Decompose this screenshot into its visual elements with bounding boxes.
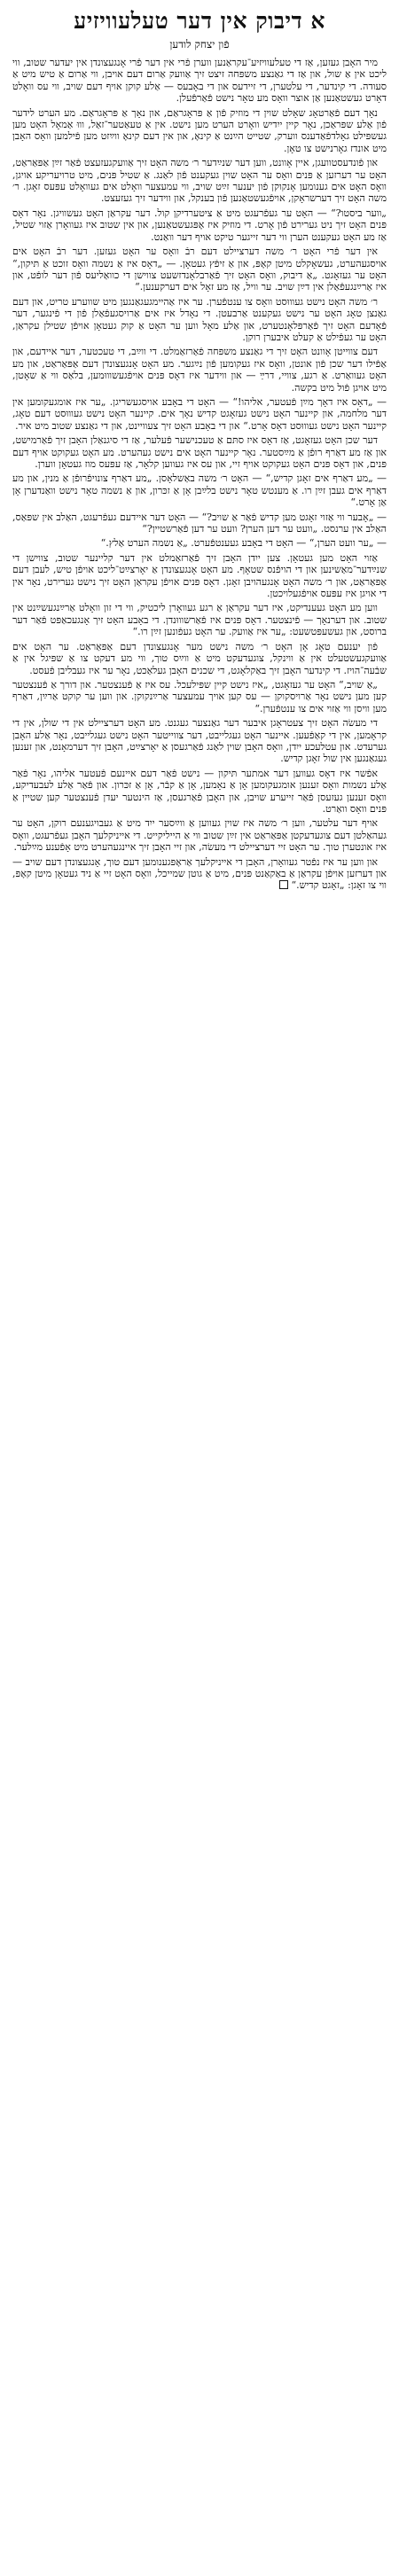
article-paragraph: — „אָבער ווי אַזוי זאָגט מען קדיש פֿאַר אַ שויב?“ — האָט דער איידעם געפֿרעגט, האַלב אין שפּאַס, האַלב אין ערנסט. „וועט ער דען הערן? וועט ער דען פֿאַרשטיין?“ bbox=[12, 511, 387, 535]
article-paragraph: ווען מע האָט געענדיקט, איז דער עקראַן אַ רגע געוואָרן ליכטיק, ווי די זון וואָלט אַרײַנגעשײַנט אין שטוב. און דערנאָך — פֿינצטער. דאָס פּנים איז פֿאַרשוווּנדן. די באָבע האָט זיך אָנגעכאַפּט פֿאַר דער ברוסט, און געשעפּטשעט: „ער איז אַוועק. ער האָט געפֿונען זײַן רו.“ bbox=[12, 602, 387, 638]
article-paragraph: דער שכן האָט געזאָגט, אַז דאָס איז סתּם אַ טעכנישער פֿעלער, אַז די סיגנאַלן האָבן זיך פֿאַרמישט, און אַז מע דאַרף רופֿן אַ מײַסטער. נאָר קיינער האָט אים נישט געהערט. מע האָט געקוקט אויף דעם פּנים, און דאָס פּנים האָט געקוקט אויף זיי, און עס איז געווען קלאָר, אַז עפּעס מוז געטאָן ווערן. bbox=[12, 434, 387, 470]
article-paragraph: אויף דער עלטער, ווען ר׳ משה איז שוין געווען אַ ווײַסער ייִד מיט אַ געבויגענעם רוקן, האָט ער געהאַלטן דעם צוגעדעקטן אַפּאַראַט אין זײַן שטוב ווי אַ הייליקייט. די אייניקלעך האָבן געפֿרעגט, וואָס איז אונטערן טוך. ער האָט זיי דערציילט די מעשׂה, און זיי האָבן זיך איינגעהערט מיט אָפֿענע מײַלער. bbox=[12, 817, 387, 854]
article-paragraph: דעם צווייטן אָוונט האָט זיך די גאַנצע משפּחה פֿאַרזאַמלט. די ווײַב, די טעכטער, דער איידעם, און אַפֿילו דער שכן פֿון אונטן, וואָס איז געקומען פֿון נײַגער. מע האָט אָנגעצונדן דעם אַפּאַראַט, און מע האָט געוואַרט. אַ רגע, צוויי, דרײַ — און ווידער איז דאָס פּנים אויפֿגעשוווּמען, בלאַס ווי אַ שאָטן, מיט אויגן פֿול מיט בקשה. bbox=[12, 346, 387, 394]
article-paragraph: אין דער פֿרי האָט ר׳ משה דערציילט דעם רבֿ וואָס ער האָט געזען. דער רבֿ האָט אים אויסגעהערט, געשאָקלט מיטן קאָפּ, און אַ זיפֿץ געטאָן. — „דאָס איז אַ נשמה וואָס זוכט אַ תּיקון,“ האָט ער געזאָגט. „אַ דיבוק, וואָס האָט זיך פֿאַרבלאָנדזשעט צווישן די כוואַליעס פֿון דער לופֿט, און איז אַרײַנגעפֿאַלן אין דײַן שויב. ער וויל, אַז מע זאָל אים דערקענען.“ bbox=[12, 246, 387, 293]
article-title: א דיבוק אין דער טעלעוויזיע bbox=[74, 8, 325, 34]
article-paragraph-text: און ווען ער איז נפֿטר געוואָרן, האָבן די אייניקלעך אַראָפּגענומען דעם טוך, אָנגעצונדן דעם שויב — און דערזען אויפֿן עקראַן אַ באַקאַנט פּנים, מיט אַ גוטן שמייכל, וואָס האָט זיי אַ ניד געטאָן מיטן קאָפּ, ווי צו זאָגן: „זאָגט קדיש.“ bbox=[12, 855, 387, 892]
article-paragraph: ר׳ משה האָט נישט געוווּסט וואָס צו ענטפֿערן. ער איז אַהיימגעגאַנגען מיט שווערע טריט, און דעם גאַנצן טאָג האָט ער נישט געקענט אַרבעטן. די נאָדל איז אים אַרויסגעפֿאַלן פֿון די פֿינגער, דער פֿאָדעם האָט זיך פֿאַרפּלאָנטערט, און אַלע מאָל ווען ער האָט אַ קוק געטאָן אויפֿן שטילן עקראַן, האָט ער געפֿילט אַ קעלט איבערן רוקן. bbox=[12, 295, 387, 343]
article-paragraph: אפֿשר איז דאָס געווען דער אמתער תּיקון — נישט פֿאַר דעם איינעם פֿעטער אליהו, נאָר פֿאַר אַלע נשמות וואָס זענען אומגעקומען אָן אַ נאָמען, אָן אַ קבֿר, אָן אַ זכּרון. און פֿאַר אַלע לעבעדיקע, וואָס זענען געזעסן פֿאַר זייערע שויבן, און האָבן פֿאַרגעסן, אַז הינטער יעדן פֿענצטער קען שטיין אַ פּנים וואָס וואַרט. bbox=[12, 767, 387, 815]
article-paragraph: מיר האָבן געזען, אַז די טעלעוויזיע־עקראַנען ווערן פֿרי אין דער פֿרי אָנגעצונדן אין יעדער שטוב, ווי ליכט אין אַ שול, און אַז די גאַנצע משפּחה זיצט זיך אַוועק אַרום דעם אויבן, ווי אַרום אַ טיש מיט אַ סעודה. די קינדער, די עלטערן, די זיידעס און די באָבעס — אַלע קוקן אויף דעם שויב, ווי עס וואָלט דאָרט געשטאַנען אַן אוצר וואָס מע טאָר נישט פֿאַרפֿעלן. bbox=[12, 57, 387, 105]
article-paragraph: די מעשׂה האָט זיך צעטראָגן איבער דער גאַנצער געגנט. מע האָט דערציילט אין די שולן, אין די קראָמען, אין די קאַפֿעען. איינער האָט געגלייבט, דער צווייטער האָט נישט געגלייבט, נאָר אַלע האָבן גערעדט. און עטלעכע ייִדן, וואָס האָבן שוין לאַנג פֿאַרגעסן אַ יאָרצײַט, האָבן זיך דערמאָנט, און זענען געגאַנגען אין שול זאָגן קדיש. bbox=[12, 717, 387, 765]
article-body bbox=[12, 57, 387, 892]
article-byline: פֿון יצחק לודען bbox=[169, 38, 230, 51]
article-paragraph: — „ער וועט הערן,“ — האָט די באָבע געענטפֿערט. „אַ נשמה הערט אַלץ.“ bbox=[100, 537, 387, 550]
article-paragraph: אַזוי האָט מען געטאָן. צען ייִדן האָבן זיך פֿאַרזאַמלט אין דער קליינער שטוב, צווישן די שנײַדער־מאַשינען און די הויפֿנס שטאָף. מע האָט אָנגעצונדן אַ יאָרצײַט־ליכט אויפֿן טיש, לעבן דעם אַפּאַראַט, און ר׳ משה האָט אָנגעהויבן זאָגן. דאָס פּנים אויפֿן עקראַן האָט זיך נישט גערירט, נאָר אין די אויגן איז עפּעס אויפֿגעלויכטן. bbox=[12, 551, 387, 600]
article-paragraph: „ווער ביסטו?“ — האָט ער געפֿרעגט מיט אַ ציטערדיקן קול. דער עקראַן האָט געשוויגן. נאָר דאָס פּנים האָט זיך ניט גערירט פֿון אָרט. די מוזיק איז אָפּגעשטאַנען, און אין שטוב איז געוואָרן אַזוי שטיל, אַז מע האָט געקענט הערן ווי דער זייגער טיקט אויף דער וואַנט. bbox=[12, 207, 387, 243]
article-paragraph: — „דאָס איז דאָך מײַן פֿעטער, אליהו!“ — האָט די באָבע אויסגעשריגן. „ער איז אומגעקומען אין דער מלחמה, און קיינער האָט נישט געזאָגט קדיש נאָך אים. קיינער האָט נישט געוווּסט דעם טאָג, קיינער האָט נישט געוווּסט דאָס אָרט.“ און די באָבע האָט זיך צעוויינט, און די גאַנצע שטוב מיט איר. bbox=[12, 395, 387, 432]
end-of-article-square-icon bbox=[279, 880, 288, 889]
article-paragraph: „אַ שויב,“ האָט ער געזאָגט, „איז נישט קיין שפּילעכל. עס איז אַ פֿענצטער. און דורך אַ פֿענצטער קען מען נישט נאָר אַרויסקוקן — עס קען אויך עמעצער אַרײַנקוקן. און ווען ער קוקט אַרײַן, דאַרף מען וויסן ווי אַזוי אים צו ענטפֿערן.“ bbox=[12, 678, 387, 714]
article-paragraph: און פֿונדעסטוועגן, איין אָוונט, ווען דער שנײַדער ר׳ משה האָט זיך אַוועקגעזעצט פֿאַר זײַן אַפּאַראַט, האָט ער דערזען אַ פּנים וואָס ער האָט שוין געקענט פֿון לאַנג. אַ שטיל פּנים, מיט טרויעריקע אויגן, וואָס האָט אים גענומען אָנקוקן פֿון יענער זײַט שויב, ווי עמעצער וואָלט אים געוואָלט עפּעס זאָגן. ר׳ משה האָט זיך דערשראָקן, אויפֿגעשטאַנען פֿון בענקל, און ווידער זיך געזעצט. bbox=[12, 157, 387, 205]
article-paragraph: פֿון יענעם טאָג אָן האָט ר׳ משה נישט מער אָנגעצונדן דעם אַפּאַראַט. ער האָט אים אַוועקגעשטעלט אין אַ ווינקל, צוגעדעקט מיט אַ ווײַס טוך, ווי מע דעקט צו אַ שפּיגל אין אַ שבֿעה־הויז. די קינדער האָבן זיך באַקלאָגט, די שכנים האָבן געלאַכט, נאָר ער איז געבליבן פֿעסט. bbox=[12, 640, 387, 676]
article-paragraph: נאָך דעם פֿאַרטאָג שאָלט שוין די מוזיק פֿון אַ פּראָגראַם, און נאָך אַ פּראָגראַם. מע הערט לידער פֿון אַלע שפּראַכן, נאָר קיין ייִדיש וואָרט הערט מען נישט. אין אַ טעאַטער־זאַל, וווּ אַמאָל האָט מען געשפּילט גאָלדפֿאַדענס ווערק, שטייט הײַנט אַ קינאָ, און אין דעם קינאָ ווײַזט מען פֿילמען וואָס האָבן מיט אונדז גאָרנישט צו טאָן. bbox=[12, 106, 387, 154]
article-paragraph bbox=[12, 856, 387, 892]
article-page bbox=[12, 7, 387, 2569]
article-paragraph: — „מע דאַרף אים זאָגן קדיש,“ — האָט ר׳ משה באַשלאָסן. „מע דאַרף צונויפֿרופֿן אַ מנין, און מע דאַרף אים געבן זײַן רו. אַ מענטש טאָר נישט בלײַבן אָן אַ זכּרון, און אַ נשמה טאָר נישט וואַנדערן אָן אַן אָרט.“ bbox=[12, 472, 387, 509]
